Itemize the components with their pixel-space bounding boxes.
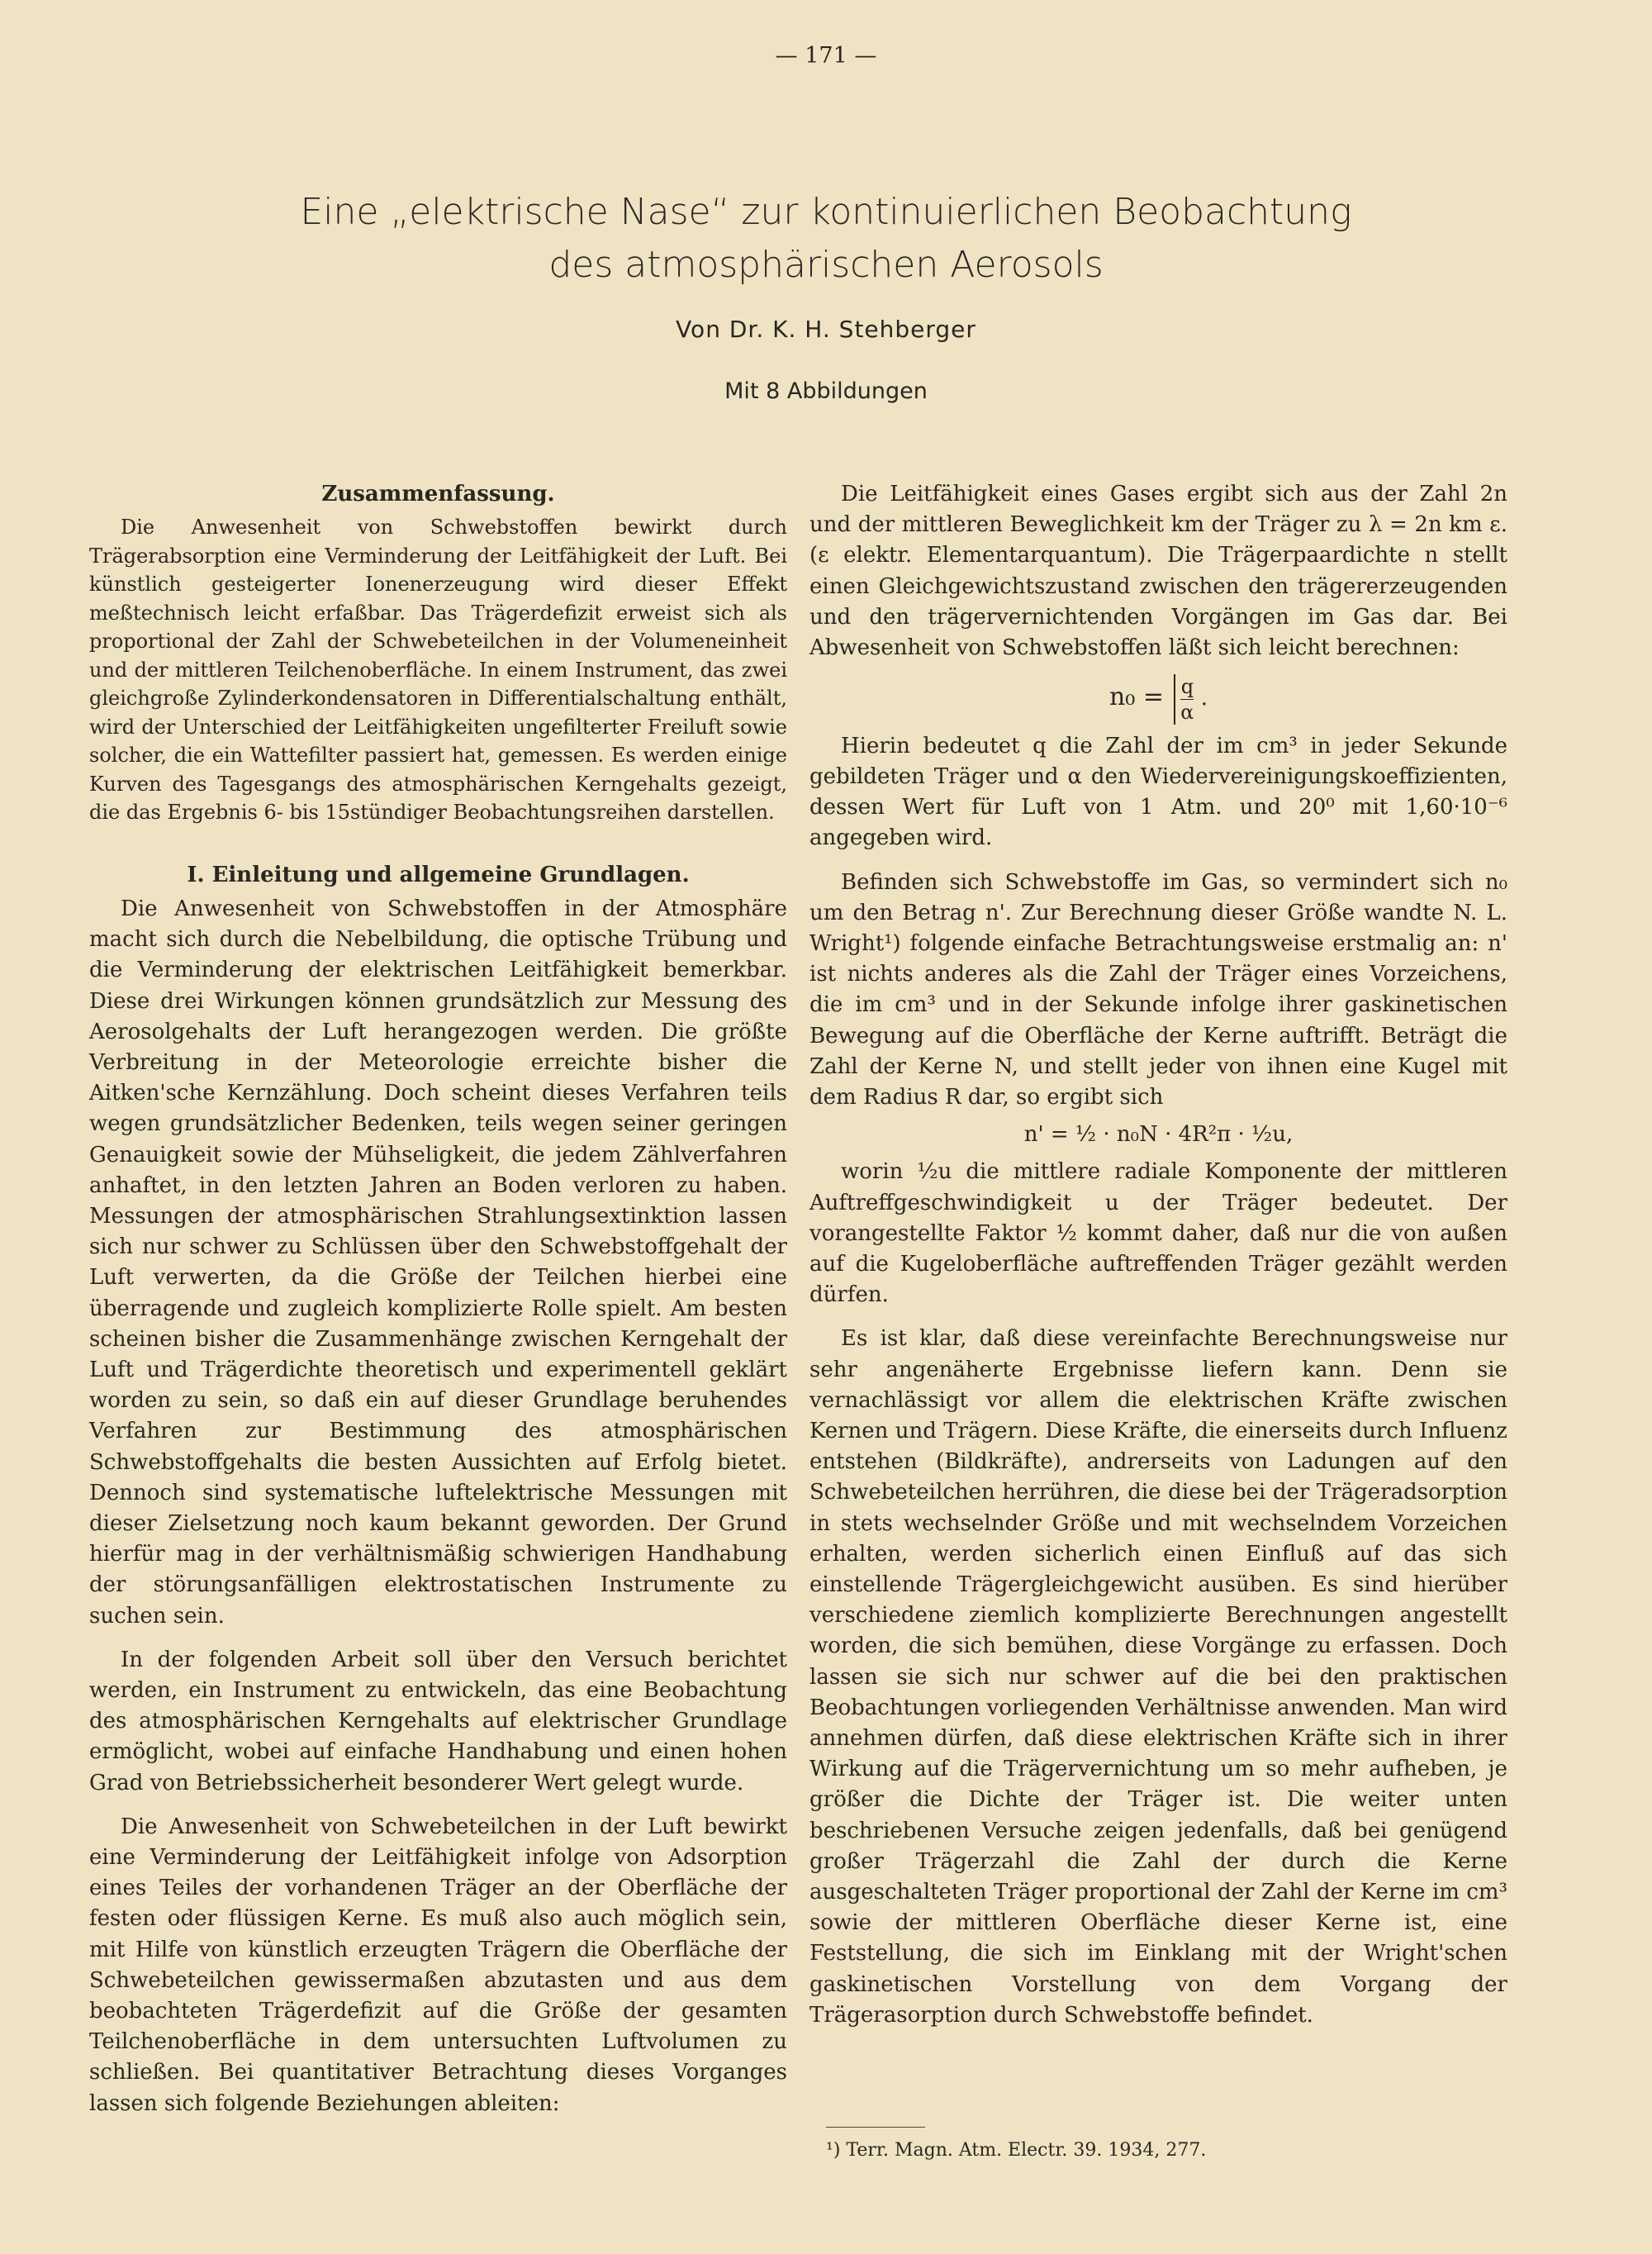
equation-1-root-fraction [1174,674,1194,725]
page-number: — 171 — [775,43,877,69]
equation-1-lhs: n₀ = [1108,682,1164,712]
summary-heading: Zusammenfassung. [321,482,555,506]
paragraph: Es ist klar, daß diese vereinfachte Berechnungsweise nur sehr angenäherte Ergebnisse liefern kann. Denn sie vernachlässigt vor allem die elektrischen Kräfte zwischen Kernen und Trägern. Diese Kräfte, die einerseits durch Influenz entstehen (Bildkräfte), andrerseits von Ladungen auf den Schwebeteilchen herrühren, die diese bei der Trägeradsorption in stets wechselnder Größe und mit wechselndem Vorzeichen erhalten, werden sicherlich einen Einfluß auf das sich einstellende Trägergleichgewicht ausüben. Es sind hierüber verschiedene ziemlich komplizierte Berechnungen angestellt worden, die sich bemühen, diese Vorgänge zu erfassen. Doch lassen sie sich nur schwer auf die bei den praktischen Beobachtungen vorliegenden Verhältnisse anwenden. Man wird annehmen dürfen, daß diese elektrischen Kräfte sich in ihrer Wirkung auf die Trägervernichtung um so mehr aufheben, je größer die Dichte der Träger ist. Die weiter unten beschriebenen Versuche zeigen jedenfalls, daß bei genügend großer Trägerzahl die Zahl der durch die Kerne ausgeschalteten Träger proportional der Zahl der Kerne im cm³ sowie der mittleren Oberfläche dieser Kerne ist, eine Feststellung, die sich im Einklang mit der Wright'schen gaskinetischen Vorstellung von dem Vorgang der Trägerasorption durch Schwebstoffe befindet. [809,1326,1507,2028]
equation-1-numerator: q [1180,674,1194,698]
left-column [89,479,787,2119]
footnote: ¹) Terr. Magn. Atm. Electr. 39. 1934, 277. [826,2140,1207,2161]
equation-1-denominator: α [1180,700,1194,724]
paragraph: worin ½u die mittlere radiale Komponente der mittleren Auftreffgeschwindigkeit u der Träger bedeutet. Der vorangestellte Faktor ½ kommt daher, daß nur die von außen auf die Kugeloberfläche auftreffenden Träger gezählt werden dürfen. [809,1159,1507,1308]
equation-2: n' = ½ · n₀N · 4R²π · ½u, [1023,1122,1294,1148]
section-heading: I. Einleitung und allgemeine Grundlagen. [187,862,690,887]
title-line-1: Eine „elektrische Nase“ zur kontinuierlichen Beobachtung [300,191,1352,233]
right-column [809,479,1507,2031]
paragraph: Hierin bedeutet q die Zahl der im cm³ in jeder Sekunde gebildeten Träger und α den Wiedervereinigungskoeffizienten, dessen Wert für Luft von 1 Atm. und 20⁰ mit 1,60·10⁻⁶ angegeben wird. [809,733,1507,851]
paragraph: Die Leitfähigkeit eines Gases ergibt sich aus der Zahl 2n und der mittleren Beweglichkeit km der Träger zu λ = 2n km ε. (ε elektr. Elementarquantum). Die Trägerpaardichte n stellt einen Gleichgewichtszustand zwischen den trägererzeugenden und den trägervernichtenden Vorgängen im Gas dar. Bei Abwesenheit von Schwebstoffen läßt sich leicht berechnen: [809,482,1507,661]
summary-text: Die Anwesenheit von Schwebstoffen bewirkt durch Trägerabsorption eine Verminderung der Leitfähigkeit der Luft. Bei künstlich gesteigerter Ionenerzeugung wird dieser Effekt meßtechnisch leicht erfaßbar. Das Trägerdefizit erweist sich als proportional der Zahl der Schwebeteilchen in der Volumeneinheit und der mittleren Teilchenoberfläche. In einem Instrument, das zwei gleichgroße Zylinderkondensatoren in Differentialschaltung enthält, wird der Unterschied der Leitfähigkeiten ungefilterter Freiluft sowie solcher, die ein Wattefilter passiert hat, gemessen. Es werden einige Kurven des Tagesgangs des atmosphärischen Kerngehalts gezeigt, die das Ergebnis 6- bis 15stündiger Beobachtungsreihen darstellen. [89,516,787,825]
paragraph: Die Anwesenheit von Schwebstoffen in der Atmosphäre macht sich durch die Nebelbildung, die optische Trübung und die Verminderung der elektrischen Leitfähigkeit bemerkbar. Diese drei Wirkungen können grundsätzlich zur Messung des Aerosolgehalts der Luft herangezogen werden. Die größte Verbreitung in der Meteorologie erreichte bisher die Aitken'sche Kernzählung. Doch scheint dieses Verfahren teils wegen grundsätzlicher Bedenken, teils wegen seiner geringen Genauigkeit sowie der Mühseligkeit, die jedem Zählverfahren anhaftet, in den letzten Jahren an Boden verloren zu haben. Messungen der atmosphärischen Strahlungsextinktion lassen sich nur schwer zu Schlüssen über den Schwebstoffgehalt der Luft verwerten, da die Größe der Teilchen hierbei eine überragende und zugleich komplizierte Rolle spielt. Am besten scheinen bisher die Zusammenhänge zwischen Kerngehalt der Luft und Trägerdichte theoretisch und experimentell geklärt worden zu sein, so daß ein auf dieser Grundlage beruhendes Verfahren zur Bestimmung des atmosphärischen Schwebstoffgehalts die besten Aussichten auf Erfolg bietet. Dennoch sind systematische luftelektrische Messungen mit dieser Zielsetzung noch kaum bekannt geworden. Der Grund hierfür mag in der verhältnismäßig schwierigen Handhabung der störungsanfälligen elektrostatischen Instrumente zu suchen sein. [89,896,787,1629]
article-title [124,186,1528,292]
footnote-rule [826,2127,925,2128]
equation-1-end: . [1200,686,1208,711]
paragraph: In der folgenden Arbeit soll über den Versuch berichtet werden, ein Instrument zu entwickeln, das eine Beobachtung des atmosphärischen Kerngehalts auf elektrischer Grundlage ermöglicht, wobei auf einfache Handhabung und einen hohen Grad von Betriebssicherheit besonderer Wert gelegt wurde. [89,1647,787,1795]
paragraph: Die Anwesenheit von Schwebeteilchen in der Luft bewirkt eine Verminderung der Leitfähigkeit infolge von Adsorption eines Teiles der vorhandenen Träger an der Oberfläche der festen oder flüssigen Kerne. Es muß also auch möglich sein, mit Hilfe von künstlich erzeugten Trägern die Oberfläche der Schwebeteilchen gewissermaßen abzutasten und aus dem beobachteten Trägerdefizit auf die Größe der gesamten Teilchenoberfläche in dem untersuchten Luftvolumen zu schließen. Bei quantitativer Betrachtung dieses Vorganges lassen sich folgende Beziehungen ableiten: [89,1814,787,2116]
figures-note: Mit 8 Abbildungen [724,378,928,404]
paragraph: Befinden sich Schwebstoffe im Gas, so vermindert sich n₀ um den Betrag n'. Zur Berechnung dieser Größe wandte N. L. Wright¹) folgende einfache Betrachtungsweise erstmalig an: n' ist nichts anderes als die Zahl der Träger eines Vorzeichens, die im cm³ und in der Sekunde infolge ihrer gaskinetischen Bewegung auf die Oberfläche der Kerne auftrifft. Beträgt die Zahl der Kerne N, und stellt jeder von ihnen eine Kugel mit dem Radius R dar, so ergibt sich [809,869,1507,1110]
title-line-2: des atmosphärischen Aerosols [548,244,1104,286]
equation-1 [809,670,1507,725]
summary-block [89,513,787,827]
author: Von Dr. K. H. Stehberger [676,316,976,343]
